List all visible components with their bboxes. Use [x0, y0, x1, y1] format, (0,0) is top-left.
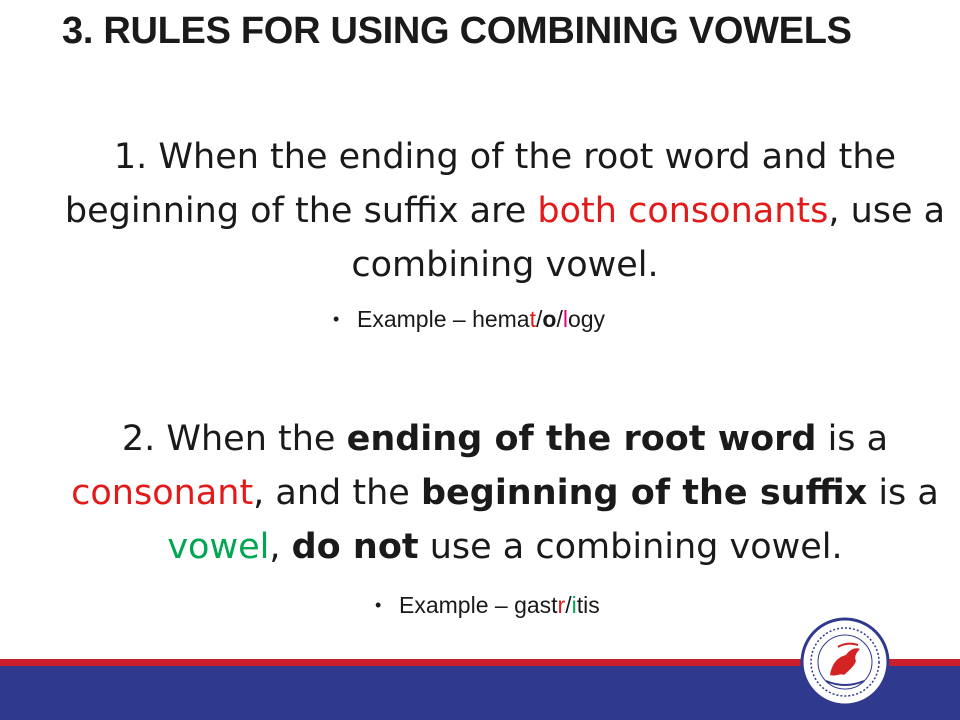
rule-2-part: is a — [867, 473, 939, 513]
bullet-icon: • — [375, 595, 382, 615]
slide-title: 3. RULES FOR USING COMBINING VOWELS — [62, 10, 852, 52]
rule-2-bold: ending of the root word — [346, 419, 817, 459]
rule-2-part: , and the — [253, 473, 421, 513]
suffix-beginning: i — [571, 592, 577, 618]
rule-1-part: 1. When the ending of the root word and the beginning of the suffix are — [64, 137, 897, 231]
rule-2-text — [40, 412, 960, 574]
root-part: gast — [514, 592, 558, 618]
root-ending: r — [557, 592, 566, 618]
rule-2-part: , — [269, 527, 292, 567]
rule-2-bold: beginning of the suffix — [420, 473, 868, 513]
suffix-beginning: l — [562, 306, 568, 332]
combining-vowel: o — [542, 306, 557, 332]
rule-2-example — [375, 592, 600, 619]
rule-2-part: use a combining vowel. — [418, 527, 843, 567]
separator: / — [565, 592, 572, 618]
rule-2-red: consonant — [71, 473, 254, 513]
separator: / — [536, 306, 543, 332]
example-label: Example – — [399, 592, 515, 618]
rule-2-part: is a — [816, 419, 889, 459]
university-seal-icon — [800, 617, 890, 707]
separator: / — [556, 306, 563, 332]
rule-2-green: vowel — [167, 527, 270, 567]
suffix-part: ogy — [567, 306, 606, 332]
rule-2-part: 2. When the — [121, 419, 347, 459]
rule-1-text — [40, 130, 960, 292]
rule-2-bold: do not — [291, 527, 419, 567]
root-ending: t — [529, 306, 536, 332]
rule-1-part: , use a combining vowel. — [351, 191, 946, 285]
root-part: hema — [472, 306, 530, 332]
example-label: Example – — [357, 306, 473, 332]
rule-1-example — [333, 306, 605, 333]
rule-1-highlight: both consonants — [537, 191, 829, 231]
bullet-icon: • — [333, 309, 340, 329]
suffix-part: tis — [576, 592, 600, 618]
